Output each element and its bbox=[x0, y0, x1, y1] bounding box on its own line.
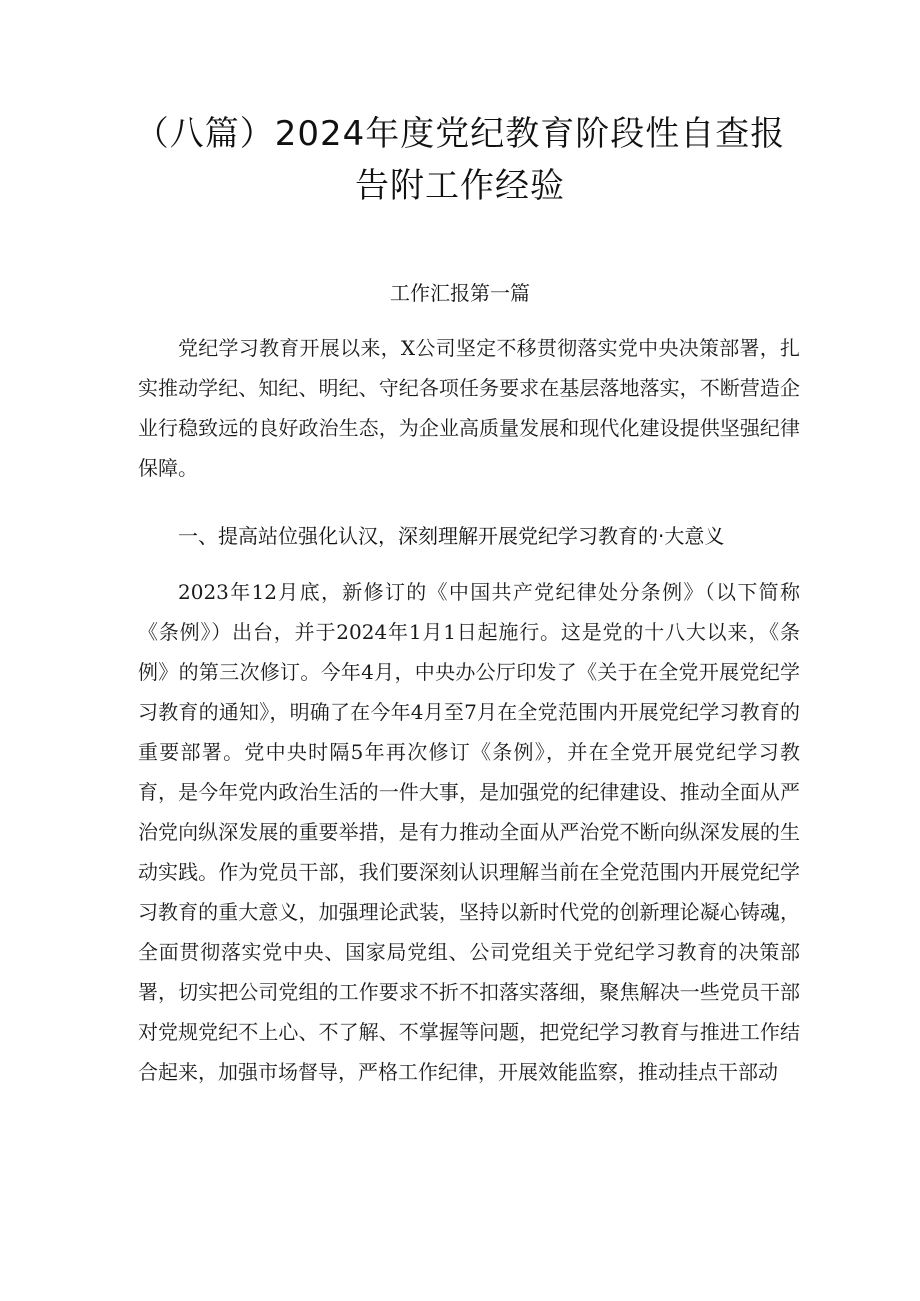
document-title-line-1: （八篇）2024年度党纪教育阶段性自查报 bbox=[134, 114, 786, 154]
document-title-line-2: 告附工作经验 bbox=[355, 166, 565, 206]
body-paragraph-1: 2023年12月底，新修订的《中国共产党纪律处分条例》（以下简称《条例》）出台，并于2024年1月1日起施行。这是党的十八大以来，《条例》的第三次修订。今年4月，中央办公厅印发了《关于在全党开展党纪学习教育的通知》，明确了在今年4月至7月在全党范围内开展党纪学习教育的重要部署。党中央时隔5年再次修订《条例》，并在全党开展党纪学习教育，是今年党内政治生活的一件大事，是加强党的纪律建设、推动全面从严治党向纵深发展的重要举措，是有力推动全面从严治党不断向纵深发展的生动实践。作为党员干部，我们要深刻认识理解当前在全党范围内开展党纪学习教育的重大意义，加强理论武装，坚持以新时代党的创新理论凝心铸魂，全面贯彻落实党中央、国家局党组、公司党组关于党纪学习教育的决策部署，切实把公司党组的工作要求不折不扣落实落细，聚焦解决一些党员干部对党规党纪不上心、不了解、不掌握等问题，把党纪学习教育与推进工作结合起来，加强市场督导，严格工作纪律，开展效能监察，推动挂点干部动 bbox=[138, 580, 800, 1084]
intro-paragraph: 党纪学习教育开展以来，X公司坚定不移贯彻落实党中央决策部署，扎实推动学纪、知纪、明纪、守纪各项任务要求在基层落地落实，不断营造企业行稳致远的良好政治生态，为企业高质量发展和现代化建设提供坚强纪律保障。 bbox=[138, 336, 800, 480]
document-title bbox=[120, 108, 800, 212]
section-heading-1: 一、提高站位强化认汉，深刻理解开展党纪学习教育的·大意义 bbox=[178, 524, 725, 548]
section-title: 工作汇报第一篇 bbox=[390, 281, 530, 305]
